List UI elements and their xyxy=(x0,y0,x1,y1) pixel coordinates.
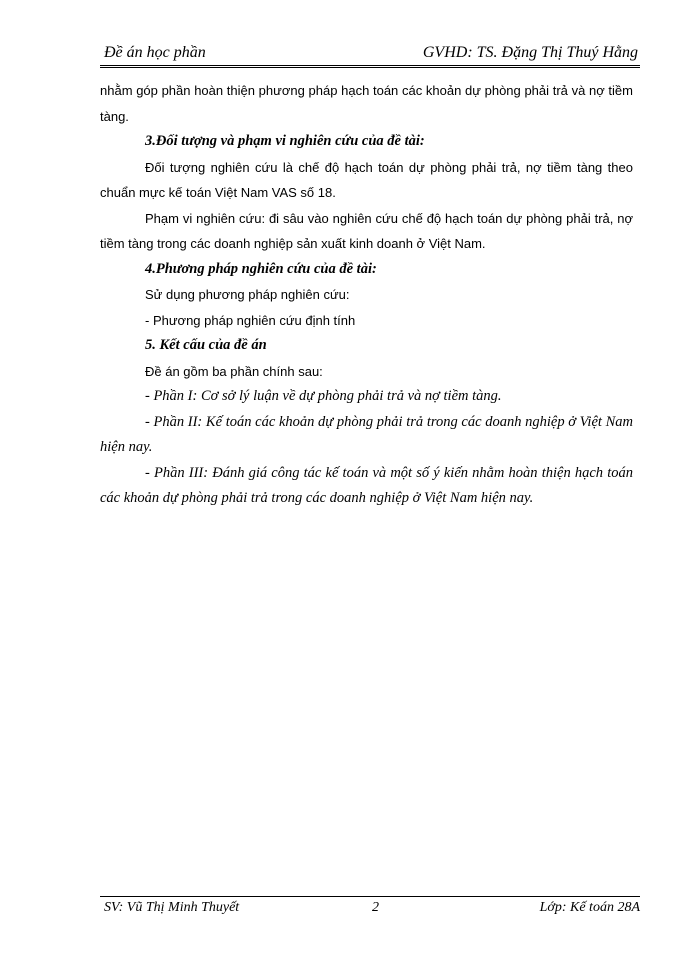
section-5-heading: 5. Kết cấu của đề án xyxy=(145,337,267,353)
section-3-heading: 3.Đối tượng và phạm vi nghiên cứu của đề tài: xyxy=(145,133,425,149)
part-3-item: - Phần III: Đánh giá công tác kế toán và một số ý kiến nhằm hoàn thiện hạch toán các khoản dự phòng phải trả trong các doanh nghiệp ở Việt Nam hiện nay. xyxy=(100,464,633,506)
page-body xyxy=(100,78,633,512)
footer-class: Lớp: Kế toán 28A xyxy=(539,900,640,915)
method-paragraph: Sử dụng phương pháp nghiên cứu: xyxy=(145,287,350,302)
research-object-paragraph: Đối tượng nghiên cứu là chế độ hạch toán dự phòng phải trả, nợ tiềm tàng theo chuẩn mực kế toán Việt Nam VAS số 18. xyxy=(100,159,633,200)
research-scope-paragraph: Phạm vi nghiên cứu: đi sâu vào nghiên cứu chế độ hạch toán dự phòng phải trả, nợ tiềm tàng trong các doanh nghiệp sản xuất kinh doanh ở Việt Nam. xyxy=(100,210,633,251)
header-supervisor: GVHD: TS. Đặng Thị Thuý Hằng xyxy=(422,44,638,61)
intro-paragraph: nhằm góp phần hoàn thiện phương pháp hạch toán các khoản dự phòng phải trả và nợ tiềm tàng. xyxy=(100,83,633,124)
method-list-item: - Phương pháp nghiên cứu định tính xyxy=(145,312,356,328)
part-1-item: - Phần I: Cơ sở lý luận về dự phòng phải trả và nợ tiềm tàng. xyxy=(145,388,502,404)
header-divider-secondary xyxy=(100,67,640,68)
page-header xyxy=(104,40,638,62)
header-divider xyxy=(100,65,640,66)
part-2-item: - Phần II: Kế toán các khoản dự phòng phải trả trong các doanh nghiệp ở Việt Nam hiện nay. xyxy=(100,413,633,455)
footer-divider xyxy=(100,896,640,897)
structure-paragraph: Đề án gồm ba phần chính sau: xyxy=(145,363,323,379)
page-number: 2 xyxy=(372,900,379,915)
footer-student: SV: Vũ Thị Minh Thuyết xyxy=(104,900,240,915)
section-4-heading: 4.Phương pháp nghiên cứu của đề tài: xyxy=(145,260,377,277)
header-course-title: Đề án học phần xyxy=(104,44,206,61)
